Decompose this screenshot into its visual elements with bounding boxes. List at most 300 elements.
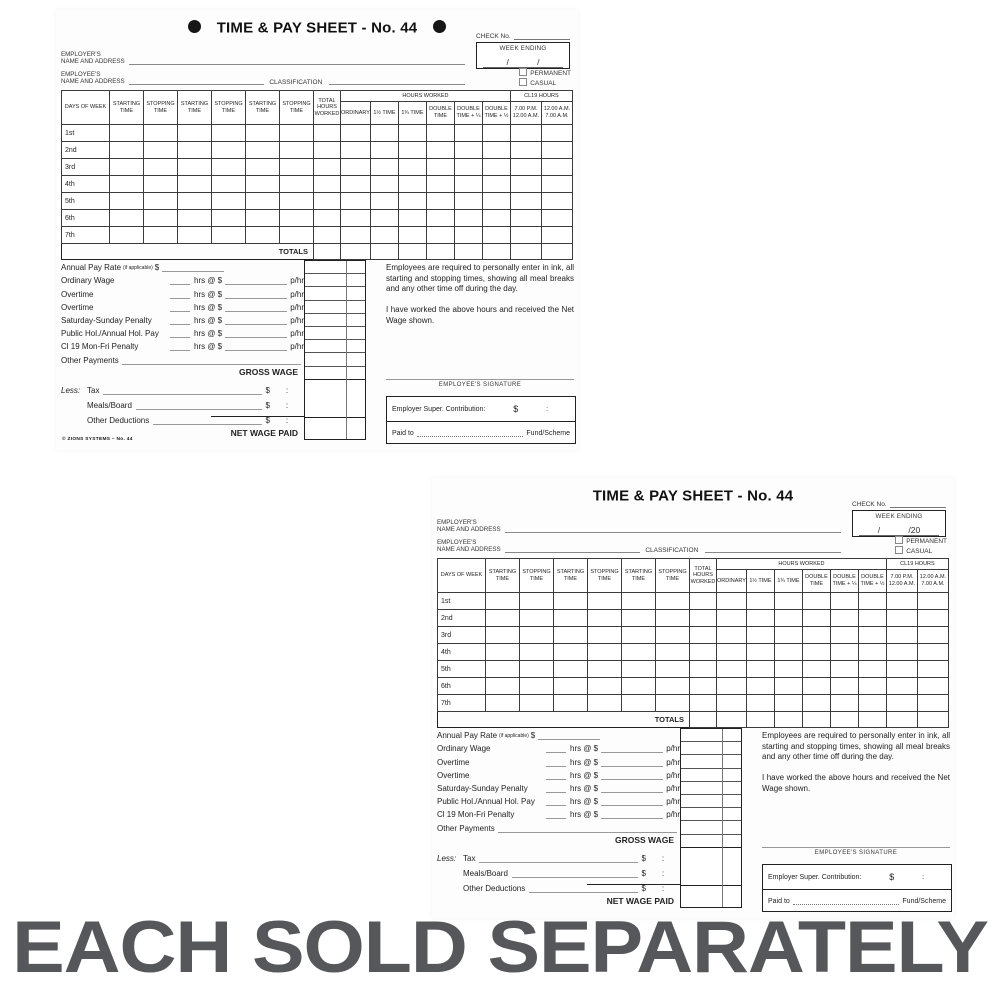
sold-separately-caption: EACH SOLD SEPARATELY [12, 907, 988, 988]
day-row [62, 159, 573, 176]
time-cell [886, 661, 917, 678]
totals-cell [454, 244, 482, 260]
hours-line [170, 342, 190, 351]
casual-checkbox-icon [895, 546, 903, 554]
super-contribution-label: Employer Super. Contribution: [392, 405, 486, 413]
rate-line [225, 342, 287, 351]
col-cl19: 12.00 A.M. 7.00 A.M. [541, 102, 572, 125]
deduction-colon: : [661, 868, 665, 878]
hours-line [170, 290, 190, 299]
permanent-checkbox-icon [519, 68, 527, 76]
totals-cell [917, 712, 948, 728]
amount-cell [681, 808, 741, 821]
time-cell [774, 627, 802, 644]
other-payments-line [122, 356, 301, 365]
super-contribution-row [763, 865, 951, 890]
time-cell [212, 125, 246, 142]
time-cell [746, 695, 774, 712]
time-cell [314, 159, 341, 176]
deduction-label: Other Deductions [87, 415, 150, 425]
time-cell [802, 644, 830, 661]
rate-line [601, 784, 663, 793]
day-row [62, 125, 573, 142]
other-payments-row [61, 351, 304, 364]
day-label: 7th [438, 695, 486, 712]
time-cell [426, 193, 454, 210]
time-cell [454, 193, 482, 210]
day-row [438, 593, 949, 610]
time-cell [370, 125, 398, 142]
pay-rate-row [437, 806, 680, 819]
time-cell [656, 678, 690, 695]
time-cell [246, 176, 280, 193]
permanent-option: PERMANENT [519, 68, 571, 78]
pay-rate-label: Public Hol./Annual Hol. Pay [61, 329, 159, 339]
net-wage-rule [587, 884, 680, 885]
time-cell [690, 610, 717, 627]
time-cell [830, 695, 858, 712]
time-cell [690, 627, 717, 644]
cents-divider [346, 261, 347, 439]
classification-label: CLASSIFICATION [269, 78, 323, 86]
time-cell [917, 678, 948, 695]
time-cell [144, 159, 178, 176]
col-stopping-time: STOPPING TIME [212, 91, 246, 125]
publisher-footer: © ZIONS SYSTEMS – No. 44 [62, 437, 133, 442]
time-cell [510, 125, 541, 142]
col-hours-worked: DOUBLE TIME + ½ [858, 570, 886, 593]
rate-line [225, 290, 287, 299]
per-hr-label: p/hr [290, 329, 304, 339]
time-cell [482, 210, 510, 227]
time-cell [541, 227, 572, 244]
time-cell [717, 593, 747, 610]
casual-checkbox-icon [519, 78, 527, 86]
super-contribution-row [387, 397, 575, 422]
check-no-field [852, 500, 946, 508]
time-cell [690, 661, 717, 678]
col-cl19: 7.00 P.M. 12.00 A.M. [886, 570, 917, 593]
totals-cell [541, 244, 572, 260]
time-cell [774, 661, 802, 678]
time-cell [370, 176, 398, 193]
time-cell [830, 661, 858, 678]
col-hours-worked: DOUBLE TIME + ¼ [830, 570, 858, 593]
group-cl19-hours: CL19 HOURS [510, 91, 572, 102]
employment-type-checkboxes [519, 68, 571, 88]
time-cell [246, 125, 280, 142]
time-cell [280, 193, 314, 210]
totals-cell [886, 712, 917, 728]
hours-line [546, 744, 566, 753]
notice-paragraph-1: Employees are required to personally enter in ink, all starting and stopping times, showing all meal breaks and any other time off during the day. [386, 263, 574, 294]
time-cell [178, 159, 212, 176]
paid-to-line [793, 897, 900, 905]
deduction-dollar: $ [641, 883, 646, 893]
hrs-at-label: hrs @ $ [194, 342, 223, 352]
time-cell [314, 125, 341, 142]
time-cell [280, 176, 314, 193]
time-cell [717, 610, 747, 627]
time-cell [520, 627, 554, 644]
time-cell [426, 125, 454, 142]
pay-rate-label: Overtime [61, 302, 94, 312]
per-hr-label: p/hr [666, 757, 680, 767]
time-cell [622, 661, 656, 678]
week-ending-label: WEEK ENDING [875, 513, 923, 520]
time-cell [454, 227, 482, 244]
time-cell [280, 159, 314, 176]
time-cell [541, 159, 572, 176]
classification-line [705, 544, 841, 553]
time-cell [341, 193, 371, 210]
col-hours-worked: 1¾ TIME [398, 102, 426, 125]
employee-name-line [505, 544, 641, 553]
col-hours-worked: DOUBLE TIME + ¼ [454, 102, 482, 125]
hours-line [170, 329, 190, 338]
day-label: 2nd [438, 610, 486, 627]
time-cell [341, 159, 371, 176]
pay-rate-label: Cl 19 Mon-Fri Penalty [61, 342, 139, 352]
pay-rate-label: Cl 19 Mon-Fri Penalty [437, 810, 515, 820]
employer-label: EMPLOYER'S NAME AND ADDRESS [61, 51, 125, 66]
totals-cell [398, 244, 426, 260]
permanent-option: PERMANENT [895, 536, 947, 546]
super-dollar-sign: $ [513, 404, 519, 414]
annual-pay-line [538, 731, 600, 740]
totals-cell [830, 712, 858, 728]
signature-line [386, 379, 574, 380]
per-hr-label: p/hr [666, 744, 680, 754]
amount-cell [305, 327, 365, 340]
day-label: 2nd [62, 142, 110, 159]
pay-rate-row [61, 272, 304, 285]
amount-cell [305, 340, 365, 353]
time-cell [717, 661, 747, 678]
col-starting-time: STARTING TIME [110, 91, 144, 125]
totals-label: TOTALS [62, 244, 314, 260]
time-cell [280, 210, 314, 227]
deduction-row [61, 395, 304, 410]
time-cell [717, 695, 747, 712]
super-contribution-label: Employer Super. Contribution: [768, 873, 862, 881]
pay-rate-row [61, 299, 304, 312]
time-cell [520, 593, 554, 610]
super-colon: : [546, 405, 549, 413]
employer-name-row [61, 51, 465, 66]
rate-line [601, 744, 663, 753]
time-cell [802, 593, 830, 610]
paid-to-row [387, 422, 575, 441]
time-cell [426, 159, 454, 176]
per-hr-label: p/hr [290, 342, 304, 352]
time-cell [774, 593, 802, 610]
rate-line [225, 329, 287, 338]
col-stopping-time: STOPPING TIME [520, 559, 554, 593]
day-row [438, 610, 949, 627]
time-cell [622, 627, 656, 644]
per-hr-label: p/hr [290, 276, 304, 286]
time-cell [656, 644, 690, 661]
time-cell [482, 193, 510, 210]
time-cell [858, 695, 886, 712]
time-cell [398, 227, 426, 244]
deduction-label: Tax [87, 385, 100, 395]
day-row [62, 176, 573, 193]
pay-rate-label: Saturday-Sunday Penalty [61, 315, 152, 325]
totals-cell [314, 244, 341, 260]
time-cell [774, 678, 802, 695]
amount-cell [305, 261, 365, 274]
time-cell [541, 176, 572, 193]
time-cell [541, 210, 572, 227]
time-cell [802, 695, 830, 712]
deduction-row [437, 848, 680, 863]
other-payments-label: Other Payments [61, 355, 119, 365]
deduction-row [437, 878, 680, 893]
time-cell [110, 142, 144, 159]
pay-rate-row [437, 753, 680, 766]
hrs-at-label: hrs @ $ [570, 810, 599, 820]
time-cell [486, 678, 520, 695]
notice-paragraph-2: I have worked the above hours and received the Net Wage shown. [386, 304, 574, 325]
signature-line [762, 847, 950, 848]
totals-row [62, 244, 573, 260]
time-cell [541, 125, 572, 142]
col-days-of-week: DAYS OF WEEK [438, 559, 486, 593]
deduction-colon: : [661, 883, 665, 893]
deduction-colon: : [285, 385, 289, 395]
time-cell [886, 695, 917, 712]
casual-option: CASUAL [895, 546, 947, 556]
hrs-at-label: hrs @ $ [194, 276, 223, 286]
notice-text [762, 731, 950, 794]
time-cell [802, 661, 830, 678]
time-cell [588, 610, 622, 627]
pay-rate-row [437, 780, 680, 793]
annual-note: (if applicable) [123, 265, 153, 272]
time-cell [541, 142, 572, 159]
time-cell [830, 627, 858, 644]
time-cell [917, 644, 948, 661]
week-ending-value: / / [483, 57, 563, 68]
time-cell [370, 210, 398, 227]
pay-rate-rows [437, 740, 680, 819]
other-payments-label: Other Payments [437, 823, 495, 833]
time-cell [510, 210, 541, 227]
time-cell [746, 661, 774, 678]
time-cell [144, 142, 178, 159]
check-no-label: CHECK No. [852, 501, 887, 508]
per-hr-label: p/hr [666, 770, 680, 780]
totals-row [438, 712, 949, 728]
less-label: Less: [61, 385, 81, 395]
time-cell [858, 610, 886, 627]
week-ending-label: WEEK ENDING [499, 45, 547, 52]
time-cell [110, 125, 144, 142]
time-cell [690, 678, 717, 695]
check-no-line [890, 500, 946, 508]
col-stopping-time: STOPPING TIME [144, 91, 178, 125]
classification-label: CLASSIFICATION [645, 546, 699, 554]
time-cell [426, 142, 454, 159]
time-cell [858, 593, 886, 610]
day-label: 4th [62, 176, 110, 193]
time-cell [830, 678, 858, 695]
time-cell [178, 142, 212, 159]
col-stopping-time: STOPPING TIME [656, 559, 690, 593]
col-starting-time: STARTING TIME [622, 559, 656, 593]
time-pay-sheet-bottom [432, 478, 954, 918]
casual-option: CASUAL [519, 78, 571, 88]
totals-cell [510, 244, 541, 260]
paid-to-line [417, 429, 524, 437]
rate-line [225, 316, 287, 325]
time-cell [554, 661, 588, 678]
hrs-at-label: hrs @ $ [570, 770, 599, 780]
time-cell [917, 695, 948, 712]
rate-line [601, 810, 663, 819]
time-cell [830, 610, 858, 627]
table-group-header-row [62, 91, 573, 102]
bullet-dot-left-icon [188, 20, 201, 33]
hrs-at-label: hrs @ $ [570, 757, 599, 767]
time-cell [178, 193, 212, 210]
day-row [438, 644, 949, 661]
time-cell [486, 627, 520, 644]
group-hours-worked: HOURS WORKED [341, 91, 511, 102]
time-cell [314, 193, 341, 210]
deduction-label: Meals/Board [87, 400, 132, 410]
time-cell [110, 227, 144, 244]
time-cell [426, 227, 454, 244]
col-hours-worked: 1½ TIME [370, 102, 398, 125]
time-cell [774, 610, 802, 627]
rate-line [225, 303, 287, 312]
time-cell [482, 227, 510, 244]
per-hr-label: p/hr [666, 783, 680, 793]
time-cell [622, 695, 656, 712]
pay-section [61, 259, 304, 442]
net-wage-label: NET WAGE PAID [230, 427, 298, 438]
time-cell [858, 627, 886, 644]
amount-rows [305, 261, 365, 418]
time-cell [246, 159, 280, 176]
group-hours-worked: HOURS WORKED [717, 559, 887, 570]
col-hours-worked: DOUBLE TIME [802, 570, 830, 593]
time-pay-sheet-top [56, 10, 578, 450]
employer-name-line [129, 56, 465, 65]
time-cell [370, 159, 398, 176]
day-label: 6th [62, 210, 110, 227]
amount-cell [681, 769, 741, 782]
time-cell [370, 193, 398, 210]
time-cell [690, 644, 717, 661]
less-label: Less: [437, 853, 457, 863]
pay-section [437, 727, 680, 910]
time-cell [398, 176, 426, 193]
time-cell [212, 227, 246, 244]
deduction-row [61, 380, 304, 395]
time-table [61, 90, 573, 260]
time-cell [212, 193, 246, 210]
day-label: 3rd [62, 159, 110, 176]
time-cell [212, 176, 246, 193]
time-cell [588, 695, 622, 712]
deduction-colon: : [285, 400, 289, 410]
time-cell [520, 644, 554, 661]
fund-scheme-label: Fund/Scheme [902, 898, 946, 905]
totals-label: TOTALS [438, 712, 690, 728]
check-no-field [476, 32, 570, 40]
col-hours-worked: 1¾ TIME [774, 570, 802, 593]
per-hr-label: p/hr [290, 289, 304, 299]
pay-rate-row [437, 793, 680, 806]
time-table [437, 558, 949, 728]
time-cell [398, 210, 426, 227]
notice-text [386, 263, 574, 326]
time-cell [110, 176, 144, 193]
table-group-header-row [438, 559, 949, 570]
pay-rate-label: Public Hol./Annual Hol. Pay [437, 797, 535, 807]
amount-cell [305, 274, 365, 287]
time-cell [520, 695, 554, 712]
hours-line [546, 810, 566, 819]
deduction-label: Meals/Board [463, 868, 508, 878]
time-cell [110, 210, 144, 227]
time-cell [588, 678, 622, 695]
hrs-at-label: hrs @ $ [194, 302, 223, 312]
time-cell [886, 644, 917, 661]
col-stopping-time: STOPPING TIME [280, 91, 314, 125]
pay-rate-label: Overtime [437, 757, 470, 767]
totals-cell [370, 244, 398, 260]
time-cell [510, 193, 541, 210]
hrs-at-label: hrs @ $ [194, 329, 223, 339]
bullet-dot-right-icon [433, 20, 446, 33]
time-cell [314, 210, 341, 227]
hrs-at-label: hrs @ $ [570, 797, 599, 807]
time-cell [690, 593, 717, 610]
pay-rate-label: Ordinary Wage [437, 744, 491, 754]
time-cell [454, 159, 482, 176]
time-cell [178, 125, 212, 142]
col-starting-time: STARTING TIME [178, 91, 212, 125]
col-starting-time: STARTING TIME [246, 91, 280, 125]
day-row [438, 678, 949, 695]
net-wage-label: NET WAGE PAID [606, 895, 674, 906]
time-cell [510, 159, 541, 176]
day-row [62, 210, 573, 227]
week-ending-box [852, 510, 946, 537]
employer-name-line [505, 524, 841, 533]
time-cell [314, 142, 341, 159]
amount-cell [681, 835, 741, 848]
time-cell [656, 627, 690, 644]
amount-cell [305, 367, 365, 380]
time-cell [554, 678, 588, 695]
super-dollar-sign: $ [889, 872, 895, 882]
time-cell [280, 125, 314, 142]
hours-line [546, 797, 566, 806]
fund-scheme-label: Fund/Scheme [526, 430, 570, 437]
col-stopping-time: STOPPING TIME [588, 559, 622, 593]
amount-cell [681, 729, 741, 742]
notice-paragraph-1: Employees are required to personally enter in ink, all starting and stopping times, showing all meal breaks and any other time off during the day. [762, 731, 950, 762]
time-cell [246, 193, 280, 210]
col-days-of-week: DAYS OF WEEK [62, 91, 110, 125]
hours-line [170, 303, 190, 312]
